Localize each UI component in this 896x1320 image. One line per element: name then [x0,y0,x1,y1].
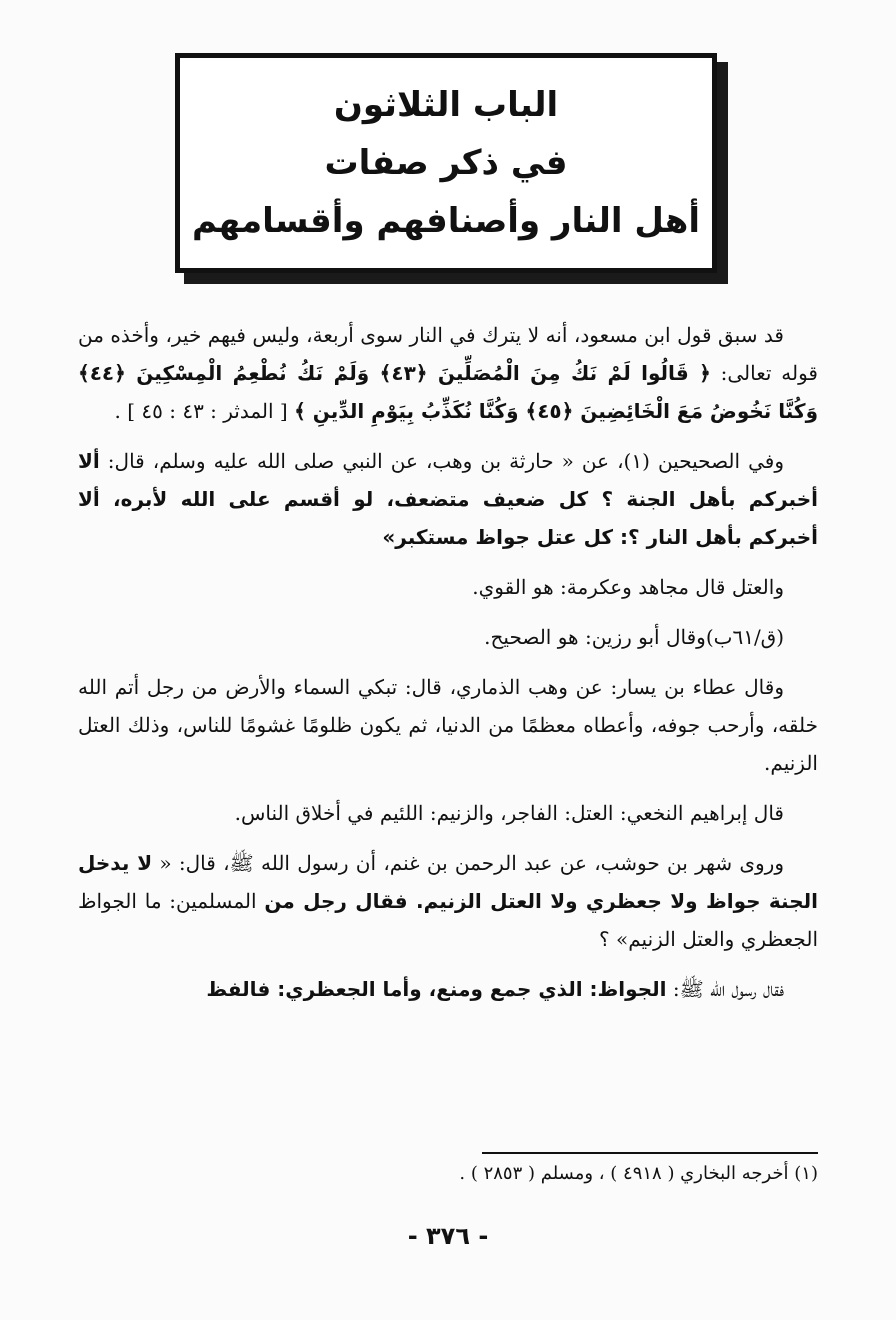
chapter-title-line-2: في ذكر صفات [324,143,568,183]
footnote-divider [482,1152,818,1154]
paragraph-3: والعتل قال مجاهد وعكرمة: هو القوي. [472,575,784,599]
paragraph-8 [78,970,818,1008]
chapter-title-box [175,53,717,273]
paragraph-7-text: وروى شهر بن حوشب، عن عبد الرحمن بن غنم، أن رسول الله ﷺ، قال: « [152,851,784,875]
paragraph-2-text: وفي الصحيحين (١)، عن « حارثة بن وهب، عن النبي صلى الله عليه وسلم، قال: [99,449,785,473]
page-number: - ٣٧٦ - [407,1222,489,1250]
chapter-title-line-1: الباب الثلاثون [333,85,559,125]
paragraph-8-text: فقال رسول الله ﷺ: [666,977,784,1001]
verse-reference: [ المدثر : ٤٣ : ٤٥ ] . [114,399,295,423]
chapter-title-line-3: أهل النار وأصنافهم وأقسامهم [192,201,700,241]
paragraph-4: (ق/٦١ب)وقال أبو رزين: هو الصحيح. [484,625,784,649]
paragraph-1 [78,316,818,430]
footnote: (١) أخرجه البخاري ( ٤٩١٨ ) ، ومسلم ( ٢٨٥٣ ) . [459,1163,818,1184]
hadith-text-3: الجواظ: الذي جمع ومنع، وأما الجعظري: فالفظ [206,977,667,1001]
paragraph-6: قال إبراهيم النخعي: العتل: الفاجر، والزنيم: اللئيم في أخلاق الناس. [234,801,784,825]
hadith-text: ألا أخبركم بأهل الجنة ؟ كل ضعيف متضعف، لو أقسم على الله لأبره، ألا أخبركم بأهل النار ؟: كل عتل جواظ مستكبر» [78,449,818,549]
paragraph-2 [78,442,818,556]
paragraph-1-text: قد سبق قول ابن مسعود، أنه لا يترك في النار سوى أربعة، وليس فيهم خير، وأخذه من قوله تعالى: [78,323,818,385]
paragraph-7-rest: المسلمين: ما الجواظ الجعظري والعتل الزنيم» ؟ [78,889,818,951]
page-body [78,316,818,1020]
quran-verse: ﴿ قَالُوا لَمْ نَكُ مِنَ الْمُصَلِّينَ ﴿٤٣﴾ وَلَمْ نَكُ نُطْعِمُ الْمِسْكِينَ ﴿٤٤﴾ وَكُنَّا نَخُوضُ مَعَ الْخَائِضِينَ ﴿٤٥﴾ وَكُنَّا نُكَذِّبُ بِيَوْمِ الدِّينِ ﴾ [78,361,818,423]
paragraph-5: وقال عطاء بن يسار: عن وهب الذماري، قال: تبكي السماء والأرض من رجل أتم الله خلقه، وأرحب جوفه، وأعطاه معظمًا من الدنيا، ثم يكون ظلومًا غشومًا للناس، وذلك العتل الزنيم. [78,675,818,775]
paragraph-7 [78,844,818,958]
hadith-text-2: لا يدخل الجنة جواظ ولا جعظري ولا العتل الزنيم. فقال رجل من [78,851,818,913]
